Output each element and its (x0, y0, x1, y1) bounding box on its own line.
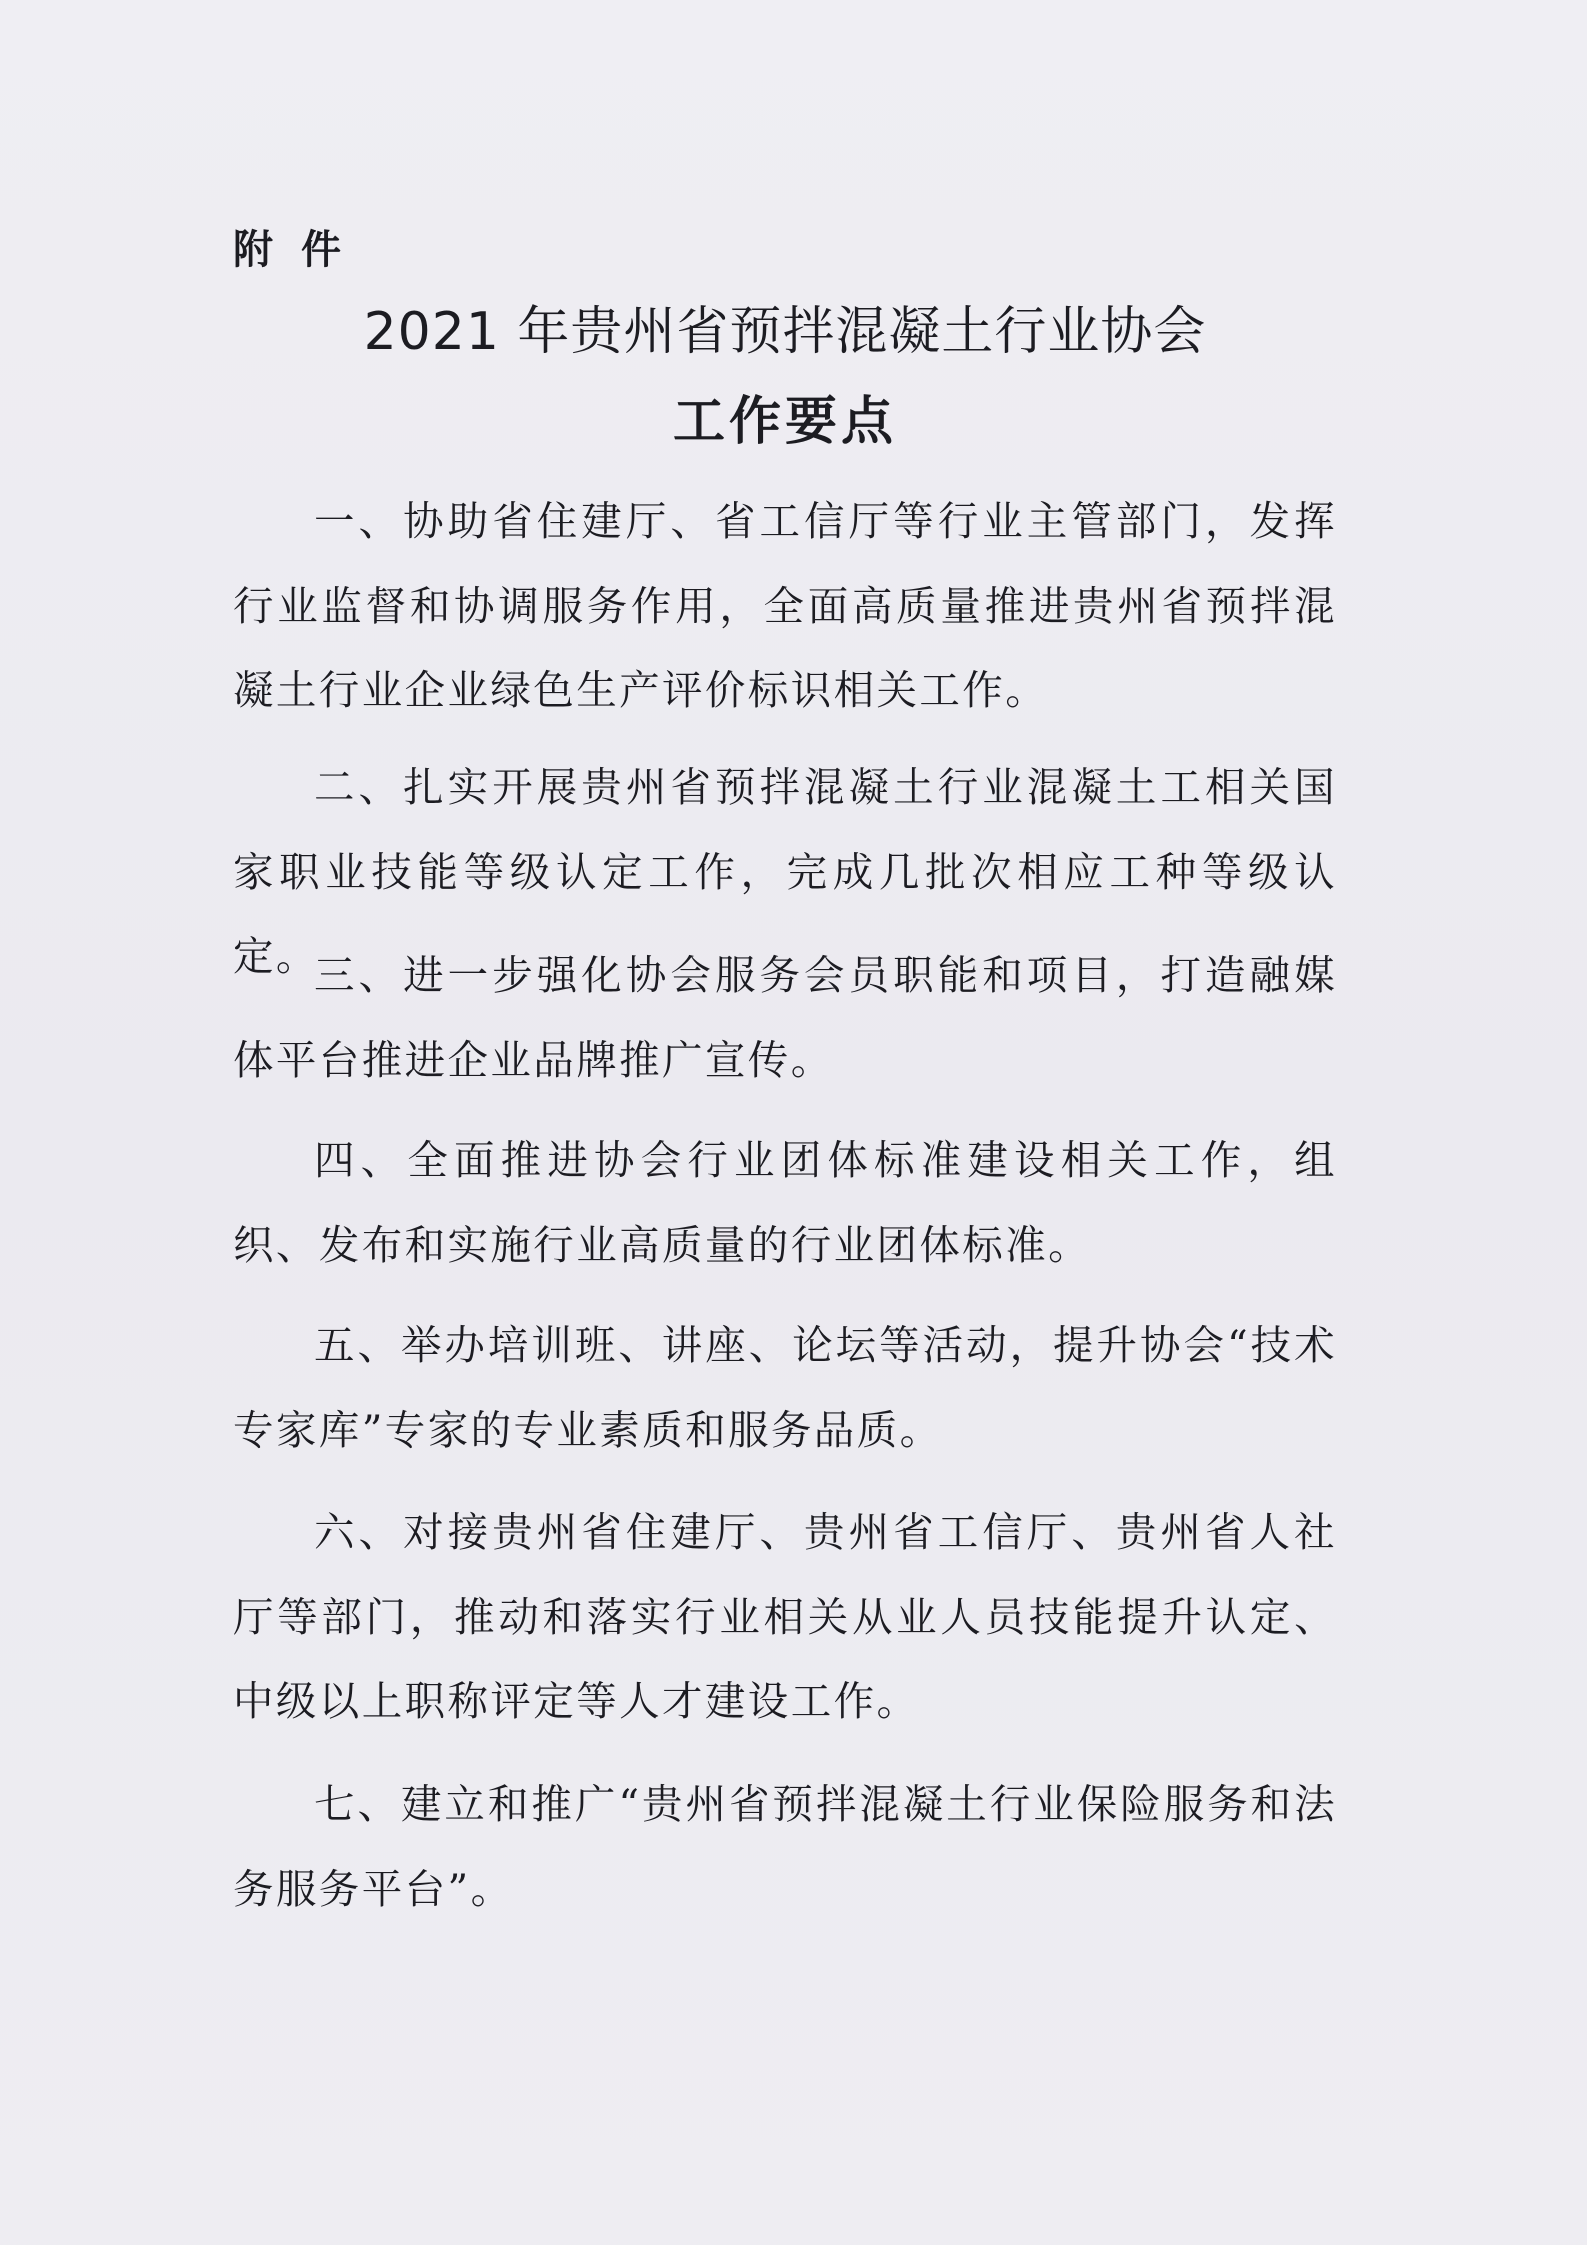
work-point-7: 七、建立和推广“贵州省预拌混凝土行业保险服务和法务服务平台”。 (233, 1780, 1337, 1913)
work-point-1: 一、协助省住建厅、省工信厅等行业主管部门，发挥行业监督和协调服务作用，全面高质量推进贵州省预拌混凝土行业企业绿色生产评价标识相关工作。 (233, 497, 1337, 714)
work-point-6: 六、对接贵州省住建厅、贵州省工信厅、贵州省人社厅等部门，推动和落实行业相关从业人员技能提升认定、中级以上职称评定等人才建设工作。 (233, 1508, 1337, 1725)
work-point-3: 三、进一步强化协会服务会员职能和项目，打造融媒体平台推进企业品牌推广宣传。 (233, 951, 1337, 1084)
work-point-5: 五、举办培训班、讲座、论坛等活动，提升协会“技术专家库”专家的专业素质和服务品质。 (233, 1321, 1337, 1454)
attachment-label: 附件 (233, 227, 369, 273)
work-point-2: 二、扎实开展贵州省预拌混凝土行业混凝土工相关国家职业技能等级认定工作，完成几批次相应工种等级认定。 (233, 763, 1337, 980)
work-point-4: 四、全面推进协会行业团体标准建设相关工作，组织、发布和实施行业高质量的行业团体标准。 (233, 1136, 1337, 1269)
document-title-line-1: 2021 年贵州省预拌混凝土行业协会 (363, 302, 1207, 362)
document-title-line-2: 工作要点 (672, 392, 897, 452)
